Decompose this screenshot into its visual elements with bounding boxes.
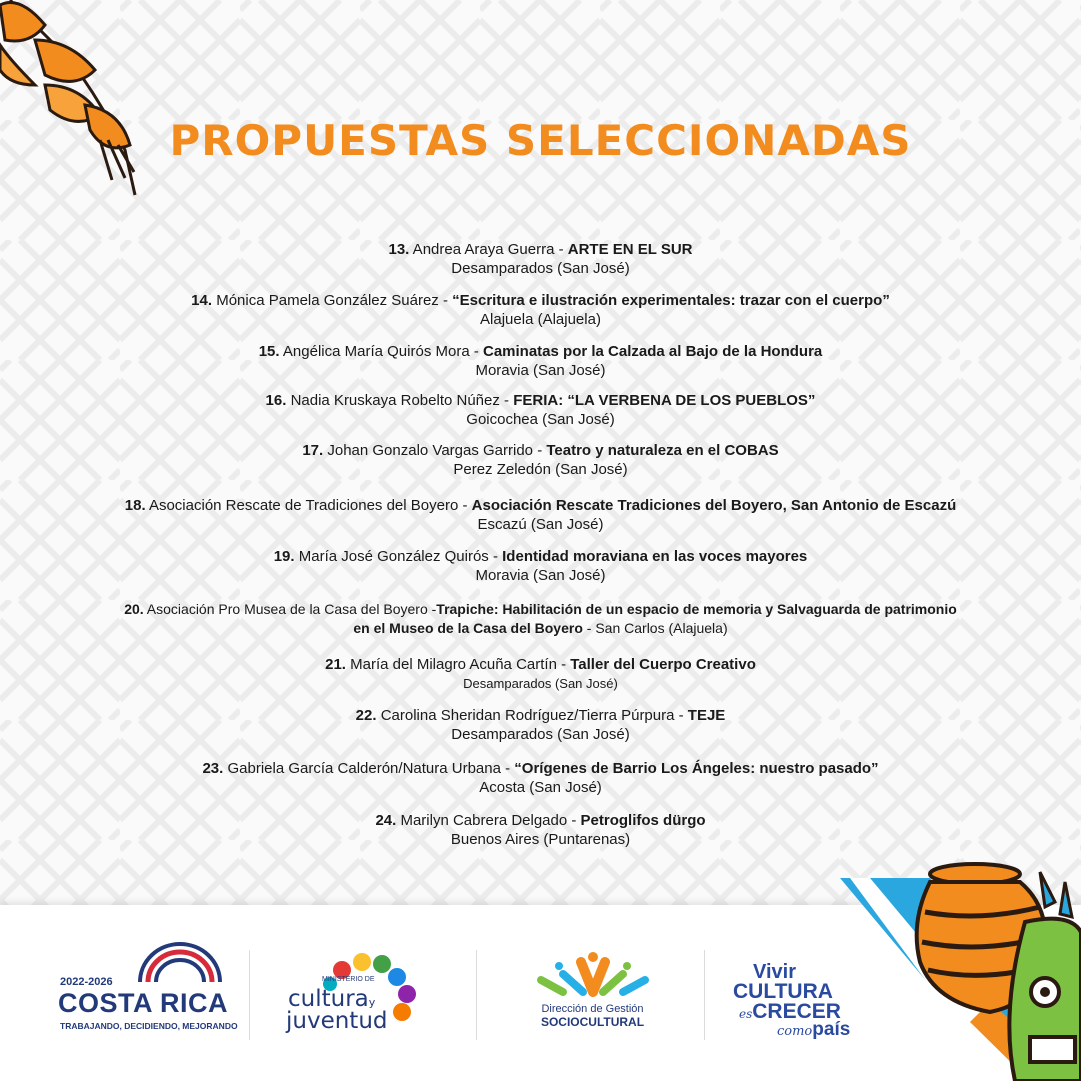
- list-item: 22. Carolina Sheridan Rodríguez/Tierra Púrpura - TEJE Desamparados (San José): [355, 707, 726, 743]
- people-figures-icon: [533, 952, 653, 998]
- divider: [704, 950, 705, 1040]
- page-title: PROPUESTAS SELECCIONADAS: [169, 116, 912, 165]
- direccion-sociocultural-logo: Dirección de Gestión SOCIOCULTURAL: [530, 952, 655, 1032]
- list-item: 18. Asociación Rescate de Tradiciones del Boyero - Asociación Rescate Tradiciones del Boyero, San Antonio de Escazú Escazú (San José): [124, 497, 957, 533]
- divider: [476, 950, 477, 1040]
- list-item: 20. Asociación Pro Musea de la Casa del Boyero -Trapiche: Habilitación de un espacio de memoria y Salvaguarda de patrimonio en el Museo de la Casa del Boyero - San Carlos (Alajuela): [124, 601, 957, 636]
- list-item: 24. Marilyn Cabrera Delgado - Petroglifos dürgo Buenos Aires (Puntarenas): [375, 812, 706, 848]
- list-item: 17. Johan Gonzalo Vargas Garrido - Teatro y naturaleza en el COBAS Perez Zeledón (San José): [302, 442, 779, 478]
- list-item: 14. Mónica Pamela González Suárez - “Escritura e ilustración experimentales: trazar con el cuerpo” Alajuela (Alajuela): [191, 292, 890, 328]
- vivir-cultura-logo: Vivir CULTURA esCRECER comopaís: [733, 961, 851, 1040]
- list-item: 13. Andrea Araya Guerra - ARTE EN EL SUR Desamparados (San José): [388, 241, 693, 277]
- pottery-mask-decoration: [840, 862, 1081, 1081]
- list-item: 15. Angélica María Quirós Mora - Caminatas por la Calzada al Bajo de la Hondura Moravia (San José): [258, 343, 823, 379]
- heliconia-flower-decoration: [0, 0, 140, 200]
- list-item: 16. Nadia Kruskaya Robelto Núñez - FERIA: “LA VERBENA DE LOS PUEBLOS” Goicochea (San José): [265, 392, 816, 428]
- list-item: 23. Gabriela García Calderón/Natura Urbana - “Orígenes de Barrio Los Ángeles: nuestro pasado” Acosta (San José): [202, 760, 879, 796]
- flag-arc-icon: [130, 942, 230, 982]
- list-item: 19. María José González Quirós - Identidad moraviana en las voces mayores Moravia (San José): [273, 548, 808, 584]
- divider: [249, 950, 250, 1040]
- ministerio-cultura-logo: MINISTERIO DE culturay juventud: [284, 952, 434, 1042]
- list-item: 21. María del Milagro Acuña Cartín - Taller del Cuerpo Creativo Desamparados (San José): [325, 656, 756, 691]
